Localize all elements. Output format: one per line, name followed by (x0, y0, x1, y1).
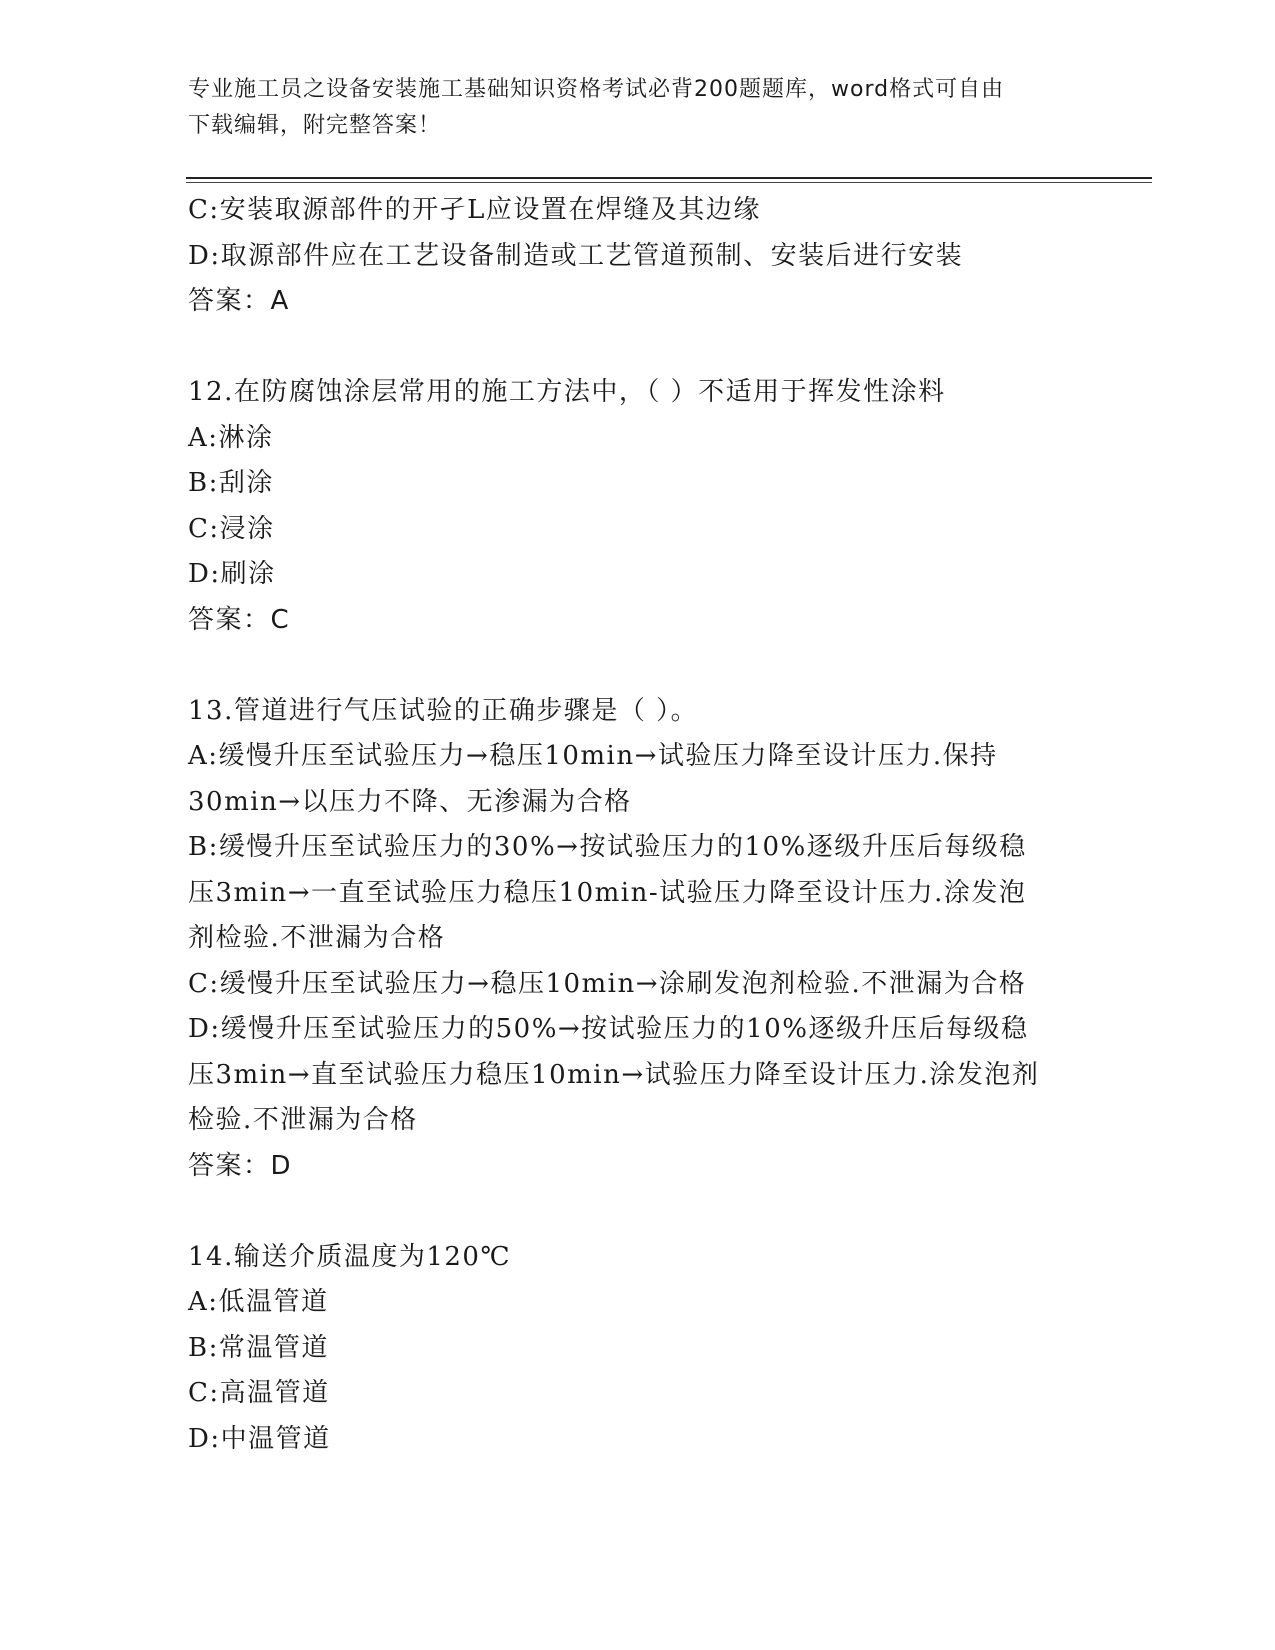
spacer (188, 643, 1088, 689)
option-b-line-2: 压3min→一直至试验压力稳压10min-试验压力降至设计压力.涂发泡 (188, 877, 1027, 908)
question-stem: 13.管道进行气压试验的正确步骤是（ ）。 (188, 695, 699, 726)
answer: 答案：D (188, 1150, 293, 1181)
header-divider-thick (186, 177, 1152, 179)
option-c: C:浸涂 (188, 513, 275, 544)
option-a: A:低温管道 (188, 1287, 329, 1317)
question-11 (188, 188, 1088, 325)
question-13 (188, 689, 1088, 1190)
option-a-line-1: A:缓慢升压至试验压力→稳压10min→试验压力降至设计压力.保持 (188, 741, 998, 771)
option-c: C:高温管道 (188, 1378, 330, 1408)
spacer (188, 325, 1088, 371)
question-12 (188, 370, 1088, 643)
answer: 答案：A (188, 286, 290, 316)
header-divider-thin (186, 182, 1152, 183)
header-line-2: 下载编辑，附完整答案！ (188, 113, 442, 138)
option-a-line-2: 30min→以压力不降、无渗漏为合格 (188, 786, 632, 817)
option-c: C:安装取源部件的开孑L应设置在焊缝及其边缘 (188, 195, 761, 225)
option-d-line-2: 压3min→直至试验压力稳压10min→试验压力降至设计压力.涂发泡剂 (188, 1059, 1040, 1090)
question-stem: 12.在防腐蚀涂层常用的施工方法中，（ ）不适用于挥发性涂料 (188, 377, 946, 407)
option-d: D:中温管道 (188, 1423, 331, 1454)
document-header (188, 72, 1068, 144)
question-stem: 14.输送介质温度为120℃ (188, 1241, 512, 1272)
option-d: D:刷涂 (188, 559, 276, 589)
option-a: A:淋涂 (188, 422, 274, 453)
option-b: B:刮涂 (188, 468, 274, 498)
option-c: C:缓慢升压至试验压力→稳压10min→涂刷发泡剂检验.不泄漏为合格 (188, 968, 1027, 999)
answer: 答案：C (188, 604, 291, 635)
header-line-1: 专业施工员之设备安装施工基础知识资格考试必背200题题库，word格式可自由 (188, 77, 1005, 102)
option-b: B:常温管道 (188, 1332, 329, 1363)
spacer (188, 1189, 1088, 1235)
option-d: D:取源部件应在工艺设备制造或工艺管道预制、安装后进行安装 (188, 240, 964, 271)
option-d-line-3: 检验.不泄漏为合格 (188, 1105, 418, 1135)
question-14 (188, 1235, 1088, 1463)
option-b-line-1: B:缓慢升压至试验压力的30%→按试验压力的10%逐级升压后每级稳 (188, 832, 1027, 862)
option-d-line-1: D:缓慢升压至试验压力的50%→按试验压力的10%逐级升压后每级稳 (188, 1014, 1029, 1044)
question-content (188, 188, 1088, 1462)
option-b-line-3: 剂检验.不泄漏为合格 (188, 923, 446, 953)
